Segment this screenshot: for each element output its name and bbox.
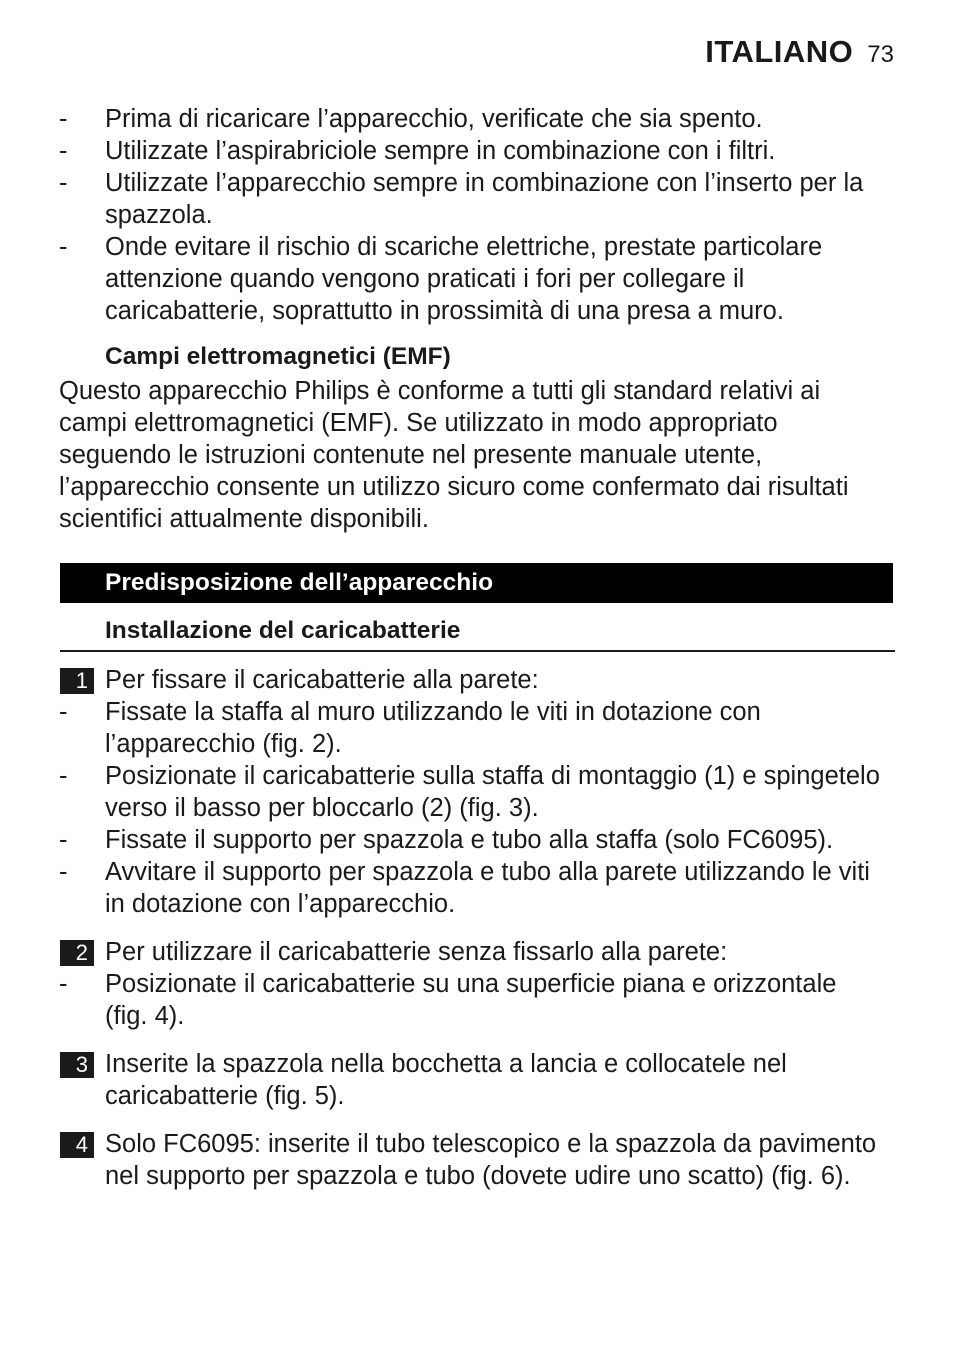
step-number: 3 — [60, 1052, 94, 1078]
section-title: Predisposizione dell’apparecchio — [105, 569, 494, 596]
bullet-dash: - — [59, 169, 68, 197]
bullet-text: Onde evitare il rischio di scariche elettriche, prestate particolare attenzione quando vengono praticati i fori per collegare il caricabatterie, soprattutto in prossimità di una presa a muro. — [105, 233, 823, 325]
bullet-text: Fissate il supporto per spazzola e tubo alla staffa (solo FC6095). — [105, 826, 834, 854]
bullet-dash: - — [59, 233, 68, 261]
bullet-dash: - — [59, 858, 68, 886]
bullet-text: Utilizzate l’aspirabriciole sempre in combinazione con i filtri. — [105, 137, 776, 165]
bullet-dash: - — [59, 826, 68, 854]
bullet-text: Fissate la staffa al muro utilizzando le viti in dotazione con l’apparecchio (fig. 2). — [105, 698, 761, 758]
bullet-text: Posizionate il caricabatterie sulla staffa di montaggio (1) e spingetelo verso il basso per bloccarlo (2) (fig. 3). — [105, 762, 880, 822]
page-header — [705, 34, 894, 70]
divider — [60, 650, 895, 652]
language-label: ITALIANO — [705, 34, 854, 69]
bullet-text: Prima di ricaricare l’apparecchio, verificate che sia spento. — [105, 105, 763, 133]
bullet-dash: - — [59, 762, 68, 790]
emf-paragraph: Questo apparecchio Philips è conforme a tutti gli standard relativi ai campi elettromagnetici (EMF). Se utilizzato in modo appropriato seguendo le istruzioni contenute nel presente manuale utente, l’apparecchio consente un utilizzo sicuro come confermato dai risultati scientifici attualmente disponibili. — [59, 377, 849, 533]
step-text: Per fissare il caricabatterie alla parete: — [105, 666, 539, 694]
step-number: 4 — [60, 1132, 94, 1158]
bullet-text: Utilizzate l’apparecchio sempre in combinazione con l’inserto per la spazzola. — [105, 169, 864, 229]
step-text: Inserite la spazzola nella bocchetta a lancia e collocatele nel caricabatterie (fig. 5). — [105, 1050, 787, 1110]
page-number: 73 — [867, 41, 894, 68]
bullet-dash: - — [59, 970, 68, 998]
bullet-text: Avvitare il supporto per spazzola e tubo alla parete utilizzando le viti in dotazione con l’apparecchio. — [105, 858, 870, 918]
section-band — [60, 563, 893, 603]
step-text: Per utilizzare il caricabatterie senza fissarlo alla parete: — [105, 938, 728, 966]
step-text: Solo FC6095: inserite il tubo telescopico e la spazzola da pavimento nel supporto per spazzola e tubo (dovete udire uno scatto) (fig. 6). — [105, 1130, 877, 1190]
bullet-dash: - — [59, 105, 68, 133]
bullet-dash: - — [59, 698, 68, 726]
step-number: 2 — [60, 940, 94, 966]
step-number: 1 — [60, 668, 94, 694]
bullet-text: Posizionate il caricabatterie su una superficie piana e orizzontale (fig. 4). — [105, 970, 837, 1030]
bullet-dash: - — [59, 137, 68, 165]
emf-heading: Campi elettromagnetici (EMF) — [105, 343, 451, 370]
subsection-title: Installazione del caricabatterie — [105, 617, 461, 644]
